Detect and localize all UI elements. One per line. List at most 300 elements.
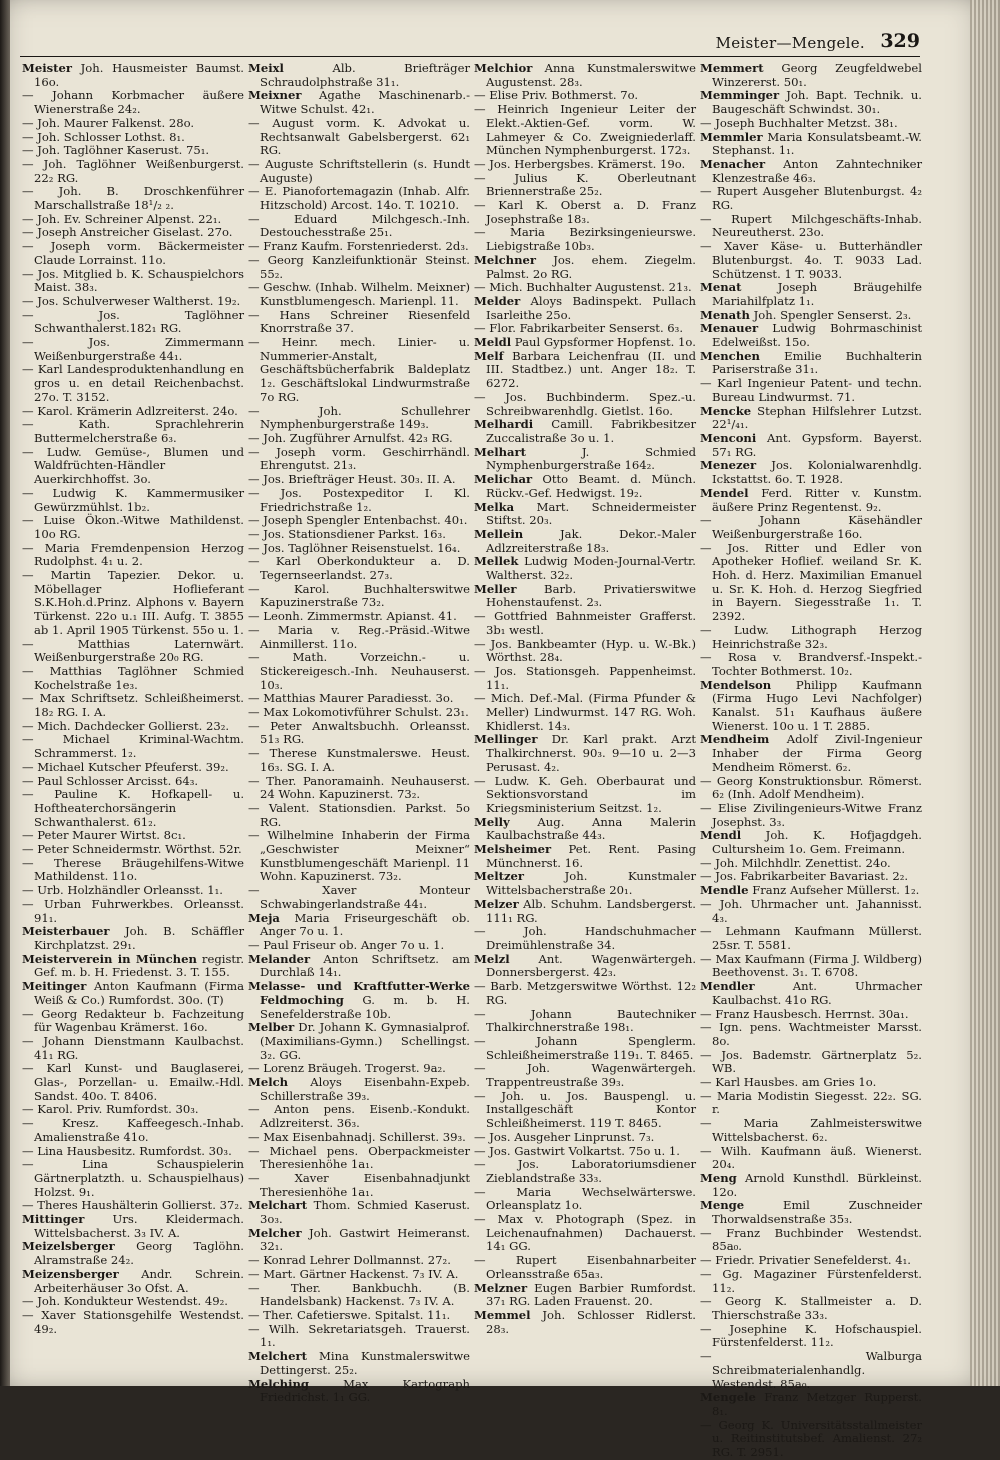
- entry-text: — Wilh. Sekretariatsgeh. Trauerst. 1₁.: [248, 1321, 470, 1350]
- page-number: 329: [880, 30, 920, 52]
- directory-entry: [22, 1035, 244, 1062]
- directory-entry: [22, 117, 244, 131]
- entry-text: Aug. Anna Malerin Kaulbachstraße 44₃.: [486, 814, 696, 843]
- entry-text: Agathe Maschinenarb.-Witwe Schulst. 42₁.: [260, 88, 470, 117]
- entry-text: — Franz Buchbinder Westendst. 85a₀.: [700, 1225, 922, 1254]
- entry-surname: Melzner: [474, 1280, 528, 1295]
- entry-surname: Menchen: [700, 348, 760, 363]
- entry-text: — Karol. Priv. Rumfordst. 30₃.: [22, 1102, 199, 1117]
- directory-entry: [700, 775, 922, 802]
- entry-text: — Elise Priv. Bothmerst. 7o.: [474, 88, 639, 103]
- entry-surname: Melichar: [474, 472, 533, 487]
- entry-text: Maria Konsulatsbeamt.-W. Stephanst. 1₁.: [712, 129, 922, 158]
- entry-text: — Jos. Mitglied b. K. Schauspielchors Maist. 38₃.: [22, 266, 244, 295]
- entry-text: — Rosa v. Brandversf.-Inspekt.-Tochter Bothmerst. 10₂.: [700, 650, 922, 678]
- directory-entry: [22, 268, 244, 295]
- entry-text: — Eduard Milchgesch.-Inh. Destouchesstraße 25₁.: [248, 211, 470, 240]
- entry-text: — Joseph Spengler Entenbachst. 40₁.: [248, 513, 468, 528]
- entry-text: Anton Kaufmann (Firma Weiß & Co.) Rumfordst. 30o. (T): [34, 979, 244, 1007]
- entry-text: — Maria Zahlmeisterswitwe Wittelsbacherst. 6₂.: [700, 1116, 922, 1144]
- entry-surname: Melber: [248, 1020, 295, 1035]
- entry-surname: Meixner: [248, 88, 302, 103]
- directory-entry: [700, 1254, 922, 1268]
- entry-text: — Joh. Uhrmacher unt. Jahannisst. 4₃.: [700, 896, 922, 925]
- entry-text: — Jos. Herbergsbes. Krämerst. 19o.: [474, 156, 686, 171]
- entry-text: — Joh. Zugführer Arnulfst. 42₃ RG.: [248, 430, 453, 445]
- directory-entry: [22, 733, 244, 760]
- entry-text: Emilie Buchhalterin Pariserstraße 31₁.: [712, 348, 922, 377]
- directory-entry: [248, 446, 470, 473]
- directory-entry: [474, 1186, 696, 1213]
- entry-surname: Melcher: [248, 1225, 302, 1240]
- directory-entry: [248, 610, 470, 624]
- entry-text: — Joh. Milchhdlr. Zenettist. 24o.: [700, 855, 891, 870]
- directory-entry: [474, 1282, 696, 1309]
- directory-entry: [22, 1309, 244, 1336]
- directory-entry: [700, 62, 922, 89]
- directory-entry: [474, 501, 696, 528]
- directory-entry: [700, 322, 922, 349]
- entry-text: — Rupert Eisenbahnarbeiter Orleansstraße 65a₃.: [474, 1253, 696, 1281]
- entry-text: Franz Aufseher Müllerst. 1₂.: [748, 883, 920, 898]
- entry-surname: Melasse- und Kraftfutter-Werke Feldmoching: [248, 979, 470, 1007]
- directory-entry: [474, 391, 696, 418]
- entry-text: — Max Eisenbahnadj. Schillerst. 39₃.: [248, 1129, 466, 1144]
- entry-surname: Melly: [474, 814, 510, 829]
- entry-text: — Lehmann Kaufmann Müllerst. 25sr. T. 5581.: [700, 924, 922, 952]
- entry-text: — Joh. u. Jos. Bauspengl. u. Installgeschäft Kontor Schleißheimerst. 119 T. 8465.: [474, 1088, 696, 1131]
- directory-entry: [474, 62, 696, 89]
- entry-surname: Melchior: [474, 61, 533, 75]
- entry-text: — Karol. Buchhalterswitwe Kapuzinerstraße 73₂.: [248, 581, 470, 610]
- entry-text: Thom. Schmied Kaserust. 3o₃.: [260, 1198, 470, 1227]
- directory-entry: [248, 1131, 470, 1145]
- header-rule: [20, 56, 920, 57]
- entry-text: Arnold Kunsthdl. Bürkleinst. 12o.: [712, 1170, 922, 1199]
- entry-text: — Gg. Magaziner Fürstenfelderst. 11₂.: [700, 1266, 922, 1295]
- entry-text: — Franz Kaufm. Forstenriederst. 2d₃.: [248, 239, 469, 254]
- entry-text: — Joh. Ev. Schreiner Alpenst. 22₁.: [22, 211, 222, 226]
- directory-entry: [22, 144, 244, 158]
- directory-entry: [248, 1227, 470, 1254]
- directory-entry: [700, 1295, 922, 1322]
- entry-surname: Menezer: [700, 458, 757, 473]
- entry-text: — Julius K. Oberleutnant Briennerstraße 25₂.: [474, 170, 696, 199]
- directory-entry: [700, 1008, 922, 1022]
- directory-entry: [248, 555, 470, 582]
- entry-text: — Luise Ökon.-Witwe Mathildenst. 10o RG.: [22, 513, 244, 541]
- entry-text: — Heinr. mech. Linier- u. Nummerier-Anstalt, Geschäftsbücherfabrik Baldeplatz 1₂. Geschäftslokal Lindwurmstraße 7o RG.: [248, 335, 470, 404]
- entry-text: — Leonh. Zimmermstr. Apianst. 41.: [248, 609, 457, 624]
- directory-entry: [700, 185, 922, 212]
- directory-entry: [474, 583, 696, 610]
- directory-entry: [700, 240, 922, 281]
- directory-entry: [700, 1391, 922, 1418]
- entry-text: Joh. Schlosser Ridlerst. 28₃.: [486, 1307, 696, 1336]
- directory-entry: [700, 1350, 922, 1391]
- directory-entry: [248, 651, 470, 692]
- directory-entry: [22, 1103, 244, 1117]
- directory-entry: [474, 1062, 696, 1089]
- entry-text: — Jos. Ritter und Edler von Apotheker Hoflief. weiland Sr. K. Hoh. d. Herz. Maximilian Emanuel u. Sr. K. Hoh. d. Herzog Siegfried in Bayern. Siegesstraße 1₁. T. 2392.: [700, 540, 922, 624]
- entry-text: — Paul Schlosser Arcisst. 64₃.: [22, 773, 199, 788]
- entry-text: — Joh. Schullehrer Nymphenburgerstraße 149₃.: [248, 403, 470, 432]
- directory-entry: [248, 706, 470, 720]
- entry-text: — Konrad Lehrer Dollmannst. 27₂.: [248, 1253, 451, 1268]
- entry-text: — Johann Dienstmann Kaulbachst. 41₁ RG.: [22, 1033, 244, 1062]
- entry-text: — Max Schriftsetz. Schleißheimerst. 18₂ RG. I. A.: [22, 691, 244, 720]
- entry-text: — Joseph Buchhalter Metzst. 38₁.: [700, 115, 898, 130]
- entry-text: — Wilh. Kaufmann äuß. Wienerst. 20₄.: [700, 1143, 922, 1172]
- directory-entry: [248, 432, 470, 446]
- directory-entry: [474, 953, 696, 980]
- entry-surname: Melhart: [474, 444, 527, 459]
- entry-text: — Karl K. Oberst a. D. Franz Josephstraße 18₃.: [474, 198, 696, 226]
- directory-entry: [474, 473, 696, 500]
- directory-entry: [700, 213, 922, 240]
- directory-entry: [22, 980, 244, 1007]
- entry-text: — Jos. Bademstr. Gärtnerplatz 5₂. WB.: [700, 1047, 922, 1076]
- directory-entry: [700, 679, 922, 734]
- directory-entry: [474, 870, 696, 897]
- entry-surname: Mendler: [700, 979, 755, 994]
- entry-text: — Karl Landesproduktenhandlung en gros u. en detail Reichenbachst. 27o. T. 3152.: [22, 362, 244, 404]
- directory-entry: [700, 131, 922, 158]
- entry-text: — Matthias Maurer Paradiesst. 3o.: [248, 691, 454, 706]
- directory-entry: [248, 89, 470, 116]
- directory-entry: [22, 692, 244, 719]
- entry-surname: Meixl: [248, 61, 284, 75]
- entry-text: — Peter Maurer Wirtst. 8c₁.: [22, 828, 186, 843]
- directory-entry: [22, 1240, 244, 1267]
- directory-entry: [474, 1090, 696, 1131]
- entry-text: Anton Schriftsetz. am Durchlaß 14₁.: [260, 951, 470, 980]
- directory-entry: [22, 1145, 244, 1159]
- entry-text: Jos. Kolonialwarenhdlg. Ickstattst. 6o. T. 1928.: [712, 458, 922, 487]
- entry-text: Jos. ehem. Ziegelm. Palmst. 2o RG.: [486, 252, 696, 281]
- directory-entry: [248, 62, 470, 89]
- directory-entry: [248, 980, 470, 1021]
- entry-text: — Ign. pens. Wachtmeister Marsst. 8o.: [700, 1020, 922, 1048]
- entry-text: Pet. Rent. Pasing Münchnerst. 16.: [486, 842, 696, 870]
- column-1: [22, 62, 244, 1362]
- directory-entry: [700, 459, 922, 486]
- entry-text: — Ludw. K. Geh. Oberbaurat und Sektionsvorstand im Kriegsministerium Seitzst. 1₂.: [474, 773, 696, 815]
- directory-entry: [474, 158, 696, 172]
- directory-entry: [474, 199, 696, 226]
- entry-text: — Georg K. Universitätsstallmeister u. Reitinstitutsbef. Amalienst. 27₂ RG. T. 2951.: [700, 1417, 922, 1460]
- entry-text: Urs. Kleidermach. Wittelsbacherst. 3₃ IV. A.: [34, 1212, 244, 1240]
- entry-text: — Jos. Postexpeditor I. Kl. Friedrichstraße 1₂.: [248, 485, 470, 514]
- entry-text: — Joseph vorm. Geschirrhändl. Ehrengutst. 21₃.: [248, 444, 470, 473]
- directory-entry: [474, 555, 696, 582]
- entry-text: Anton Zahntechniker Klenzestraße 46₃.: [712, 156, 922, 185]
- entry-text: — Joh. Handschuhmacher Dreimühlenstraße 34.: [474, 924, 696, 952]
- directory-entry: [22, 295, 244, 309]
- entry-surname: Melsheimer: [474, 842, 552, 857]
- entry-surname: Melching: [248, 1376, 310, 1391]
- entry-text: — Matthias Laternwärt. Weißenburgerstraße 20₀ RG.: [22, 636, 244, 665]
- entry-text: Emil Zuschneider Thorwaldsenstraße 35₃.: [712, 1198, 922, 1227]
- entry-text: — Wilhelmine Inhaberin der Firma „Geschwister Meixner“ Kunstblumengeschäft Marienpl. 11 Wohn. Kapuzinerst. 73₂.: [248, 828, 470, 884]
- entry-text: — Paul Friseur ob. Anger 7o u. 1.: [248, 938, 445, 952]
- entry-surname: Melzer: [474, 896, 519, 911]
- directory-entry: [248, 953, 470, 980]
- directory-entry: [248, 1021, 470, 1062]
- entry-surname: Meisterbauer: [22, 924, 110, 939]
- directory-entry: [474, 733, 696, 774]
- directory-entry: [700, 89, 922, 116]
- directory-entry: [22, 925, 244, 952]
- entry-text: Georg Taglöhn. Alramstraße 24₂.: [34, 1239, 244, 1268]
- entry-text: Joh. Gastwirt Heimeranst. 32₁.: [260, 1225, 470, 1254]
- entry-text: — Jos. Taglöhner Reisenstuelst. 16₄.: [248, 540, 461, 555]
- directory-entry: [474, 1035, 696, 1062]
- entry-text: Ant. Gypsform. Bayerst. 57₁ RG.: [712, 430, 922, 459]
- entry-text: — Gottfried Bahnmeister Grafferst. 3b₁ westl.: [474, 609, 696, 637]
- directory-entry: [248, 829, 470, 884]
- directory-entry: [474, 281, 696, 295]
- entry-surname: Menat: [700, 280, 742, 295]
- directory-entry: [22, 1199, 244, 1213]
- directory-entry: [22, 884, 244, 898]
- entry-text: — Therese Bräugehilfens-Witwe Mathildenst. 11o.: [22, 855, 244, 884]
- entry-text: Jak. Dekor.-Maler Adlzreiterstraße 18₃.: [486, 526, 696, 555]
- entry-surname: Melder: [474, 293, 521, 308]
- directory-entry: [248, 528, 470, 542]
- directory-entry: [22, 240, 244, 267]
- entry-surname: Meisterverein in München: [22, 951, 197, 966]
- directory-entry: [22, 1158, 244, 1199]
- entry-text: — Xaver Eisenbahnadjunkt Theresienhöhe 1a₁.: [248, 1170, 470, 1199]
- entry-text: — Johann Spenglerm. Schleißheimerstraße 119₁. T. 8465.: [474, 1033, 696, 1062]
- directory-entry: [474, 1213, 696, 1254]
- entry-text: Mart. Schneidermeister Stiftst. 20₃.: [486, 499, 696, 528]
- entry-text: — Max Lokomotivführer Schulst. 23₁.: [248, 705, 469, 720]
- entry-text: G. m. b. H. Senefelderstraße 10b.: [260, 992, 470, 1021]
- entry-text: — Mich. Buchhalter Augustenst. 21₃.: [474, 280, 692, 295]
- directory-entry: [474, 418, 696, 445]
- entry-text: — Joh. Taglöhner Weißenburgerst. 22₂ RG.: [22, 156, 244, 185]
- directory-entry: [248, 583, 470, 610]
- directory-entry: [248, 720, 470, 747]
- entry-text: Alb. Schuhm. Landsbergerst. 111₁ RG.: [486, 896, 696, 925]
- entry-text: — Xaver Monteur Schwabingerlandstraße 44₁.: [248, 883, 470, 911]
- directory-entry: [700, 1021, 922, 1048]
- directory-entry: [700, 1227, 922, 1254]
- entry-text: Ludwig Moden-Journal-Vertr. Waltherst. 32₂.: [486, 554, 696, 583]
- directory-entry: [22, 761, 244, 775]
- directory-entry: [248, 254, 470, 281]
- entry-text: Joh. Kunstmaler Wittelsbacherstraße 20₁.: [486, 869, 696, 898]
- directory-entry: [248, 309, 470, 336]
- directory-entry: [700, 980, 922, 1007]
- entry-text: — Jos. Taglöhner Schwanthalerst.182₁ RG.: [22, 307, 244, 336]
- directory-entry: [22, 131, 244, 145]
- entry-text: — Kath. Sprachlehrerin Buttermelcherstraße 6₃.: [22, 417, 244, 445]
- entry-text: — Xaver Käse- u. Butterhändler Blutenburgst. 4o. T. 9033 Lad. Schützenst. 1 T. 9033.: [700, 239, 922, 281]
- entry-text: — Jos. Schulverweser Waltherst. 19₂.: [22, 293, 241, 308]
- directory-entry: [248, 1199, 470, 1226]
- entry-text: — Max Kaufmann (Firma J. Wildberg) Beethovenst. 3₁. T. 6708.: [700, 951, 922, 980]
- directory-entry: [474, 89, 696, 103]
- directory-entry: [474, 295, 696, 322]
- directory-entry: [474, 692, 696, 733]
- entry-text: — Joh. Wagenwärtergeh. Trappentreustraße 39₃.: [474, 1061, 696, 1090]
- directory-entry: [248, 1062, 470, 1076]
- entry-surname: Meizelsberger: [22, 1239, 115, 1254]
- entry-text: — Theres Haushälterin Gollierst. 37₂.: [22, 1198, 243, 1213]
- entry-surname: Meldl: [474, 335, 512, 350]
- entry-text: Stephan Hilfslehrer Lutzst. 22¹/₄₁.: [712, 403, 922, 432]
- entry-text: — Ludwig K. Kammermusiker Gewürzmühlst. 1b₂.: [22, 485, 244, 514]
- entry-text: — Lina Hausbesitz. Rumfordst. 30₃.: [22, 1143, 232, 1158]
- entry-text: — Kresz. Kaffeegesch.-Inhab. Amalienstraße 41o.: [22, 1116, 244, 1144]
- entry-surname: Menath: [700, 307, 750, 322]
- entry-surname: Melzl: [474, 951, 510, 966]
- directory-entry: [248, 405, 470, 432]
- directory-entry: [22, 788, 244, 829]
- entry-text: — Ludw. Gemüse-, Blumen und Waldfrüchten-Händler Auerkirchhoffst. 3o.: [22, 444, 244, 487]
- directory-entry: [474, 1254, 696, 1281]
- entry-surname: Menconi: [700, 430, 757, 445]
- entry-text: — Matthias Taglöhner Schmied Kochelstraße 1e₃.: [22, 663, 244, 692]
- directory-entry: [248, 1309, 470, 1323]
- directory-entry: [700, 624, 922, 651]
- entry-text: Camill. Fabrikbesitzer Zuccalistraße 3o u. 1.: [486, 417, 696, 445]
- directory-entry: [22, 775, 244, 789]
- directory-entry: [700, 309, 922, 323]
- directory-entry: [248, 1076, 470, 1103]
- directory-entry: [700, 514, 922, 541]
- directory-entry: [248, 1378, 470, 1405]
- directory-entry: [248, 336, 470, 405]
- entry-text: — Jos. Stationsgeh. Pappenheimst. 11₁.: [474, 663, 696, 692]
- directory-entry: [248, 281, 470, 308]
- directory-entry: [474, 1131, 696, 1145]
- entry-text: — E. Pianofortemagazin (Inhab. Alfr. Hitzschold) Arcost. 14o. T. 10210.: [248, 184, 470, 213]
- entry-text: — Joseph vorm. Bäckermeister Claude Lorrainst. 11o.: [22, 239, 244, 267]
- directory-entry: [22, 446, 244, 487]
- entry-text: — Maria Wechselwärterswe. Orleansplatz 1o.: [474, 1184, 696, 1213]
- directory-entry: [248, 1268, 470, 1282]
- entry-text: — Karl Oberkondukteur a. D. Tegernseerlandst. 27₃.: [248, 554, 470, 583]
- directory-entry: [474, 980, 696, 1007]
- directory-entry: [22, 363, 244, 404]
- directory-entry: [248, 1350, 470, 1377]
- directory-entry: [22, 720, 244, 734]
- directory-entry: [700, 884, 922, 898]
- entry-text: — August vorm. K. Advokat u. Rechtsanwalt Gabelsbergerst. 62₁ RG.: [248, 115, 470, 158]
- entry-text: — Mich. Def.-Mal. (Firma Pfunder & Meller) Lindwurmst. 147 RG. Woh. Khidlerst. 14₃.: [474, 691, 696, 733]
- directory-entry: [700, 1090, 922, 1117]
- directory-entry: [474, 103, 696, 158]
- entry-text: Barbara Leichenfrau (II. und III. Stadtbez.) unt. Anger 18₂. T. 6272.: [486, 348, 696, 391]
- column-2: [248, 61, 470, 1405]
- directory-entry: [700, 281, 922, 308]
- directory-entry: [700, 870, 922, 884]
- column-3: [474, 62, 696, 1362]
- entry-text: — Walburga Schreibmaterialenhandlg. Westendst. 85a₀.: [700, 1349, 922, 1391]
- directory-entry: [700, 829, 922, 856]
- directory-entry: [700, 1049, 922, 1076]
- entry-surname: Melchart: [248, 1198, 308, 1213]
- entry-text: Adolf Zivil-Ingenieur Inhaber der Firma Georg Mendheim Römerst. 6₂.: [712, 732, 922, 774]
- page-header: [20, 30, 920, 54]
- directory-entry: [22, 336, 244, 363]
- entry-surname: Mencke: [700, 403, 752, 418]
- page-gutter: [0, 0, 10, 1386]
- entry-text: Ant. Uhrmacher Kaulbachst. 41o RG.: [712, 979, 922, 1007]
- directory-entry: [248, 487, 470, 514]
- entry-text: — Rupert Milchgeschäfts-Inhab. Neureutherst. 23o.: [700, 211, 922, 240]
- directory-entry: [22, 309, 244, 336]
- directory-entry: [22, 89, 244, 116]
- directory-entry: [700, 1268, 922, 1295]
- entry-surname: Menge: [700, 1198, 745, 1213]
- entry-text: — Josephine K. Hofschauspiel. Fürstenfelderst. 11₂.: [700, 1321, 922, 1350]
- entry-text: Franz Metzger Rupperst. 8₁.: [712, 1390, 922, 1418]
- entry-text: — Georg Kanzleifunktionär Steinst. 55₂.: [248, 252, 470, 281]
- entry-text: — Auguste Schriftstellerin (s. Hundt Auguste): [248, 156, 470, 185]
- entry-text: — Hans Schreiner Riesenfeld Knorrstraße 37.: [248, 307, 470, 336]
- entry-text: Dr. Karl prakt. Arzt Thalkirchnerst. 90₃. 9—10 u. 2—3 Perusast. 4₂.: [486, 732, 696, 774]
- directory-entry: [248, 158, 470, 185]
- entry-surname: Melander: [248, 951, 311, 966]
- entry-text: Anna Kunstmalerswitwe Augustenst. 28₃.: [486, 61, 696, 89]
- entry-text: — Jos. Buchbinderm. Spez.-u. Schreibwarenhdlg. Gietlst. 16o.: [474, 389, 696, 418]
- entry-text: — Maria Fremdenpension Herzog Rudolphst. 4₁ u. 2.: [22, 540, 244, 569]
- entry-text: Aloys Eisenbahn-Expeb. Schillerstraße 39₃.: [260, 1075, 470, 1103]
- directory-entry: [700, 405, 922, 432]
- directory-entry: [248, 939, 470, 953]
- directory-entry: [474, 925, 696, 952]
- entry-text: — Martin Tapezier. Dekor. u. Möbellager Hoflieferant S.K.Hoh.d.Prinz. Alphons v. Bayern Türkenst. 22o u.₁ III. Aufg. T. 3855 ab 1. April 1905 Türkenst. 55o u. 1.: [22, 568, 244, 637]
- directory-entry: [22, 898, 244, 925]
- entry-text: — Joh. B. Droschkenführer Marschallstraße 18¹/₂ ₂.: [22, 184, 244, 213]
- column-4: [700, 61, 922, 1460]
- entry-surname: Melchert: [248, 1349, 307, 1364]
- directory-entry: [22, 418, 244, 445]
- entry-text: — Karl Hausbes. am Gries 1o.: [700, 1075, 877, 1090]
- entry-text: — Jos. Briefträger Heust. 30₃. II. A.: [248, 472, 456, 487]
- entry-text: Philipp Kaufmann (Firma Hugo Levi Nachfolger) Kanalst. 51₁ Kaufhaus äußere Wienerst. 10o u. 1 T. 2885.: [712, 677, 922, 733]
- directory-entry: [700, 925, 922, 952]
- directory-entry: [474, 775, 696, 816]
- directory-entry: [22, 62, 244, 89]
- directory-entry: [22, 843, 244, 857]
- entry-text: Maria Friseurgeschäft ob. Anger 7o u. 1.: [260, 910, 470, 939]
- entry-surname: Mendel: [700, 485, 749, 500]
- entry-surname: Mengele: [700, 1390, 756, 1405]
- directory-entry: [474, 843, 696, 870]
- entry-text: — Jos. Fabrikarbeiter Bavariast. 2₂.: [700, 869, 909, 884]
- directory-entry: [474, 254, 696, 281]
- entry-text: Joh. Hausmeister Baumst. 16o.: [34, 61, 244, 89]
- entry-surname: Mendheim: [700, 732, 770, 747]
- entry-surname: Meizensberger: [22, 1266, 119, 1281]
- entry-text: — Urb. Holzhändler Orleansst. 1₁.: [22, 883, 223, 898]
- directory-entry: [474, 1158, 696, 1185]
- directory-entry: [474, 336, 696, 350]
- entry-surname: Memminger: [700, 88, 780, 103]
- directory-entry: [22, 405, 244, 419]
- entry-surname: Melka: [474, 499, 515, 514]
- directory-entry: [22, 213, 244, 227]
- entry-text: — Lina Schauspielerin Gärtnerplatzth. u. Schauspielhaus) Holzst. 9₁.: [22, 1157, 244, 1199]
- entry-text: — Lorenz Bräugeh. Trogerst. 9a₂.: [248, 1061, 446, 1076]
- directory-entry: [700, 898, 922, 925]
